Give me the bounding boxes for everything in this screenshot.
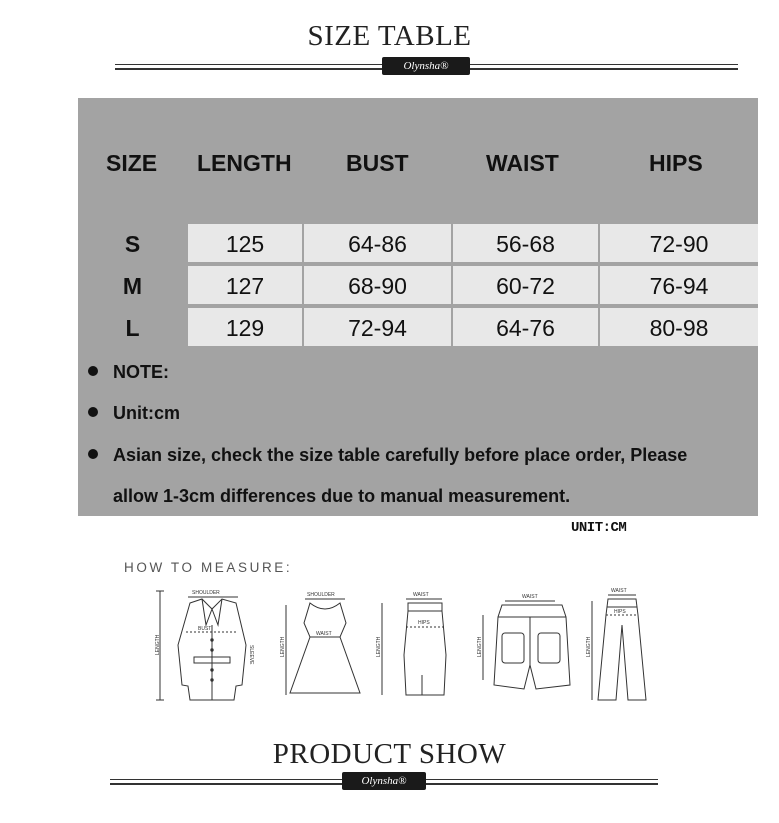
cell-waist: 56-68 xyxy=(453,224,598,262)
table-row xyxy=(78,264,758,306)
note-heading: NOTE: xyxy=(113,362,169,382)
cell-bust: 72-94 xyxy=(304,308,451,346)
dress-diagram xyxy=(280,592,360,695)
size-table xyxy=(78,98,758,516)
unit-label: UNIT:CM xyxy=(571,520,627,536)
header-size: SIZE xyxy=(106,150,158,176)
sleeve-label: SLEEVE xyxy=(248,645,254,665)
cell-size: M xyxy=(78,266,187,304)
shoulder-label: SHOULDER xyxy=(307,592,335,598)
cell-bust: 64-86 xyxy=(304,224,451,262)
cell-waist: 60-72 xyxy=(453,266,598,304)
bullet-icon xyxy=(88,366,98,376)
cell-size: S xyxy=(78,224,187,262)
cell-size: L xyxy=(78,308,187,346)
measurement-diagrams xyxy=(150,585,650,705)
hips-label: HIPS xyxy=(614,609,626,615)
cell-waist: 64-76 xyxy=(453,308,598,346)
size-table-title-block xyxy=(0,20,779,53)
title-rule xyxy=(115,60,738,74)
product-show-title: PRODUCT SHOW xyxy=(272,738,507,770)
table-row xyxy=(78,306,758,348)
brand-logo: Olynsha® xyxy=(382,57,470,75)
length-label: LENGTH xyxy=(155,634,161,655)
how-to-measure-heading: HOW TO MEASURE: xyxy=(124,560,293,575)
shoulder-label: SHOULDER xyxy=(192,590,220,596)
hips-label: HIPS xyxy=(418,620,430,626)
cell-hips: 76-94 xyxy=(600,266,758,304)
waist-label: WAIST xyxy=(316,631,332,637)
brand-logo: Olynsha® xyxy=(342,772,426,790)
length-label: LENGTH xyxy=(477,636,483,657)
length-label: LENGTH xyxy=(280,636,286,657)
note-unit: Unit:cm xyxy=(113,403,180,423)
jacket-diagram xyxy=(155,590,254,700)
note-asian-size-line2: allow 1-3cm differences due to manual measurement. xyxy=(113,486,571,506)
bust-label: BUST xyxy=(198,626,212,632)
cell-hips: 72-90 xyxy=(600,224,758,262)
note-asian-size-line1: Asian size, check the size table carefully before place order, Please xyxy=(113,445,688,465)
shorts-diagram xyxy=(477,594,570,689)
header-bust: BUST xyxy=(346,150,409,176)
notes-section xyxy=(78,348,758,516)
note-item xyxy=(88,362,169,383)
note-item xyxy=(88,445,687,466)
product-show-title-block xyxy=(0,738,779,771)
cell-length: 129 xyxy=(188,308,302,346)
product-show-rule xyxy=(110,775,658,789)
cell-length: 125 xyxy=(188,224,302,262)
size-table-title: SIZE TABLE xyxy=(307,20,472,52)
waist-label: WAIST xyxy=(611,588,627,594)
pants-diagram xyxy=(586,588,646,700)
cell-length: 127 xyxy=(188,266,302,304)
note-item xyxy=(88,403,180,424)
bullet-icon xyxy=(88,407,98,417)
table-row xyxy=(78,222,758,264)
length-label: LENGTH xyxy=(586,636,592,657)
length-label: LENGTH xyxy=(376,636,382,657)
waist-label: WAIST xyxy=(413,592,429,598)
table-header-row xyxy=(78,98,758,222)
waist-label: WAIST xyxy=(522,594,538,600)
cell-hips: 80-98 xyxy=(600,308,758,346)
cell-bust: 68-90 xyxy=(304,266,451,304)
header-length: LENGTH xyxy=(197,150,292,176)
header-hips: HIPS xyxy=(649,150,703,176)
bullet-icon xyxy=(88,449,98,459)
header-waist: WAIST xyxy=(486,150,559,176)
skirt-diagram xyxy=(376,592,446,695)
